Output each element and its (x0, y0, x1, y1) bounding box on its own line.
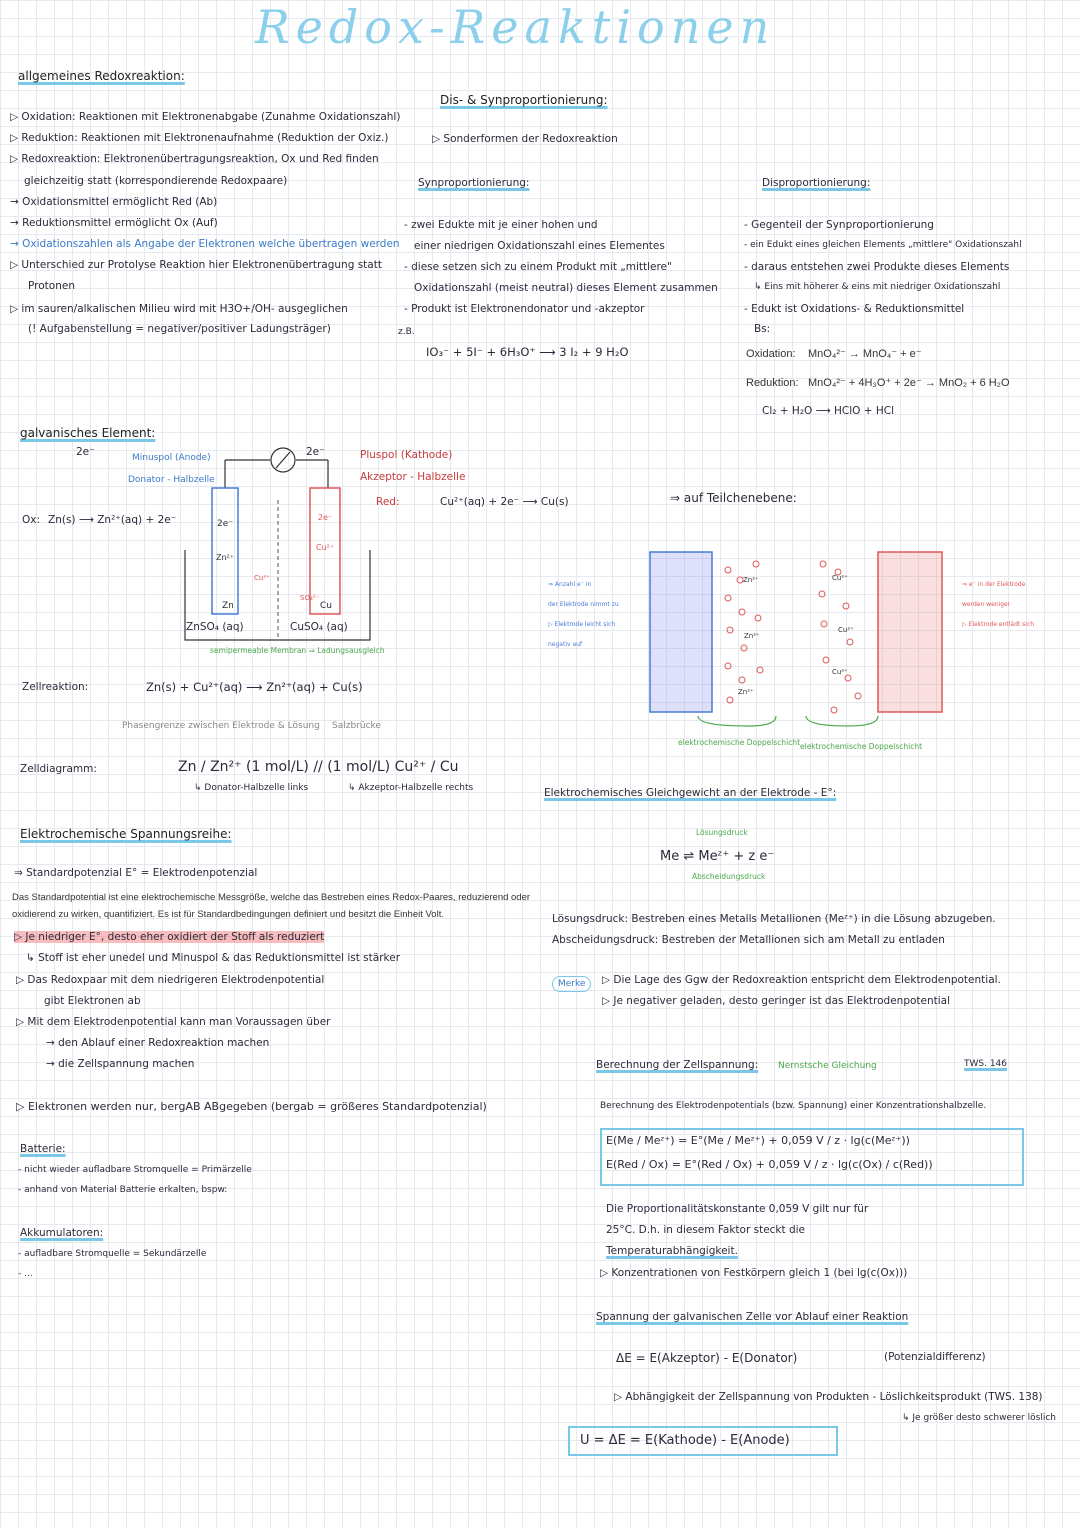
allgemein-line: → Reduktionsmittel ermöglicht Ox (Auf) (10, 217, 218, 229)
copper-plate (878, 552, 942, 712)
syn-line: - Produkt ist Elektronendonator und -akzeptor (404, 303, 645, 315)
batterie-line: - nicht wieder aufladbare Stromquelle = Primärzelle (18, 1165, 252, 1175)
dis-line: - Gegenteil der Synproportionierung (744, 219, 934, 231)
dis-syn-heading: Dis- & Synproportionierung: (440, 93, 608, 107)
dis-syn-sub: ▷ Sonderformen der Redoxreaktion (432, 133, 618, 145)
merke-line: ▷ Je negativer geladen, desto geringer ist das Elektrodenpotential (602, 995, 951, 1007)
proportional-line: Temperaturabhängigkeit. (606, 1245, 738, 1257)
allgemein-line: → Oxidationszahlen als Angabe der Elektronen welche übertragen werden (10, 238, 400, 250)
syn-line: Oxidationszahl (meist neutral) dieses Element zusammen (414, 282, 718, 294)
printed-definition-2: oxidierend zu wirken, quantifiziert. Es ist für Standardbedingungen definiert und besitzt die Einheit Volt. (12, 909, 444, 920)
akzeptor-rechts-label: ↳ Akzeptor-Halbzelle rechts (348, 783, 474, 793)
syn-example: IO₃⁻ + 5I⁻ + 6H₃O⁺ ⟶ 3 I₂ + 9 H₂O (426, 345, 629, 359)
standardpotenzial-line: ⇒ Standardpotenzial E° = Elektrodenpotenzial (14, 867, 258, 879)
svg-text:⇒ e⁻ in der Elektrode: ⇒ e⁻ in der Elektrode (962, 581, 1026, 588)
akku-heading: Akkumulatoren: (20, 1227, 104, 1239)
allgemein-line: ▷ im sauren/alkalischen Milieu wird mit H3O+/OH- ausgeglichen (10, 303, 348, 315)
doppelschicht-right: elektrochemische Doppelschicht (800, 742, 923, 751)
dis-line: Bs: (754, 323, 771, 335)
dis-heading: Disproportionierung: (762, 177, 871, 189)
merke-line: ▷ Die Lage des Ggw der Redoxreaktion entspricht dem Elektrodenpotential. (602, 974, 1001, 986)
spannungsreihe-line: ↳ Stoff ist eher unedel und Minuspol & das Reduktionsmittel ist stärker (26, 952, 401, 964)
zb-label: z.B. (398, 327, 415, 337)
reduktion-eq: MnO₄²⁻ + 4H₃O⁺ + 2e⁻ → MnO₂ + 6 H₂O (808, 377, 1010, 389)
svg-text:⇒ Anzahl e⁻ in: ⇒ Anzahl e⁻ in (548, 581, 592, 588)
spannungsreihe-line: ▷ Das Redoxpaar mit dem niedrigeren Elektrodenpotential (16, 974, 325, 986)
red-equation: Cu²⁺(aq) + 2e⁻ ⟶ Cu(s) (440, 496, 569, 508)
teilchenebene-label: ⇒ auf Teilchenebene: (670, 491, 797, 505)
svg-text:Zn²⁺: Zn²⁺ (744, 632, 760, 640)
minuspol-label: Minuspol (Anode) (132, 453, 211, 463)
zelldiagramm-equation: Zn / Zn²⁺ (1 mol/L) // (1 mol/L) Cu²⁺ / Cu (178, 759, 459, 775)
dis-line: ↳ Eins mit höherer & eins mit niedriger Oxidationszahl (754, 282, 1001, 292)
zellreaktion-label: Zellreaktion: (22, 681, 89, 693)
allgemein-heading: allgemeines Redoxreaktion: (18, 69, 185, 83)
cuso4-label: CuSO₄ (aq) (290, 621, 348, 633)
syn-line: - zwei Edukte mit je einer hohen und (404, 219, 598, 231)
nernst-equation-2: E(Red / Ox) = E°(Red / Ox) + 0,059 V / z · lg(c(Ox) / c(Red)) (606, 1158, 933, 1171)
dis-line: - Edukt ist Oxidations- & Reduktionsmittel (744, 303, 965, 315)
zellreaktion-equation: Zn(s) + Cu²⁺(aq) ⟶ Zn²⁺(aq) + Cu(s) (146, 680, 363, 694)
cu-electrode-label: Cu (320, 601, 332, 611)
svg-text:Zn²⁺: Zn²⁺ (743, 576, 759, 584)
oxidation-label: Oxidation: (746, 348, 796, 360)
svg-text:der Elektrode nimmt zu: der Elektrode nimmt zu (548, 601, 619, 608)
proportional-line: ▷ Konzentrationen von Festkörpern gleich 1 (bei lg(c(Ox))) (600, 1267, 908, 1279)
galvanic-cell-diagram (180, 440, 380, 650)
svg-text:Cu²⁺: Cu²⁺ (838, 626, 854, 634)
svg-text:▷ Elektrode entlädt sich: ▷ Elektrode entlädt sich (962, 621, 1035, 628)
syn-line: einer niedrigen Oxidationszahl eines Elementes (414, 240, 665, 252)
electron-flow-right: 2e⁻ (306, 446, 325, 458)
loesungsdruck-label: Lösungsdruck (696, 828, 748, 837)
dis-line: - ein Edukt eines gleichen Elements „mittlere" Oxidationszahl (744, 240, 1022, 250)
u-equation: U = ΔE = E(Kathode) - E(Anode) (580, 1433, 790, 1448)
nernst-label: Nernstsche Gleichung (778, 1061, 877, 1071)
spannungsreihe-line: → den Ablauf einer Redoxreaktion machen (46, 1037, 270, 1049)
batterie-line: - anhand von Material Batterie erkalten, bspw: (18, 1185, 228, 1195)
znso4-label: ZnSO₄ (aq) (186, 621, 244, 633)
svg-text:▷ Elektrode leicht sich: ▷ Elektrode leicht sich (548, 621, 616, 628)
proportional-line: Die Proportionalitätskonstante 0,059 V gilt nur für (606, 1203, 869, 1215)
membran-label: semipermeable Membran ⇒ Ladungsausgleich (210, 646, 385, 655)
svg-text:Zn²⁺: Zn²⁺ (738, 688, 754, 696)
spannungsreihe-line: → die Zellspannung machen (46, 1058, 195, 1070)
svg-text:Zn²⁺: Zn²⁺ (216, 553, 234, 562)
zinc-plate (650, 552, 712, 712)
akzeptor-label: Akzeptor - Halbzelle (360, 471, 466, 483)
gleichgewicht-heading: Elektrochemisches Gleichgewicht an der Elektrode - E°: (544, 787, 837, 799)
merke-badge: Merke (552, 976, 591, 992)
donator-links-label: ↳ Donator-Halbzelle links (194, 783, 309, 793)
gleichgewicht-line: Abscheidungsdruck: Bestreben der Metallionen sich am Metall zu entladen (552, 934, 945, 946)
spannungsreihe-line: gibt Elektronen ab (44, 995, 141, 1007)
allgemein-line: ▷ Redoxreaktion: Elektronenübertragungsreaktion, Ox und Red finden (10, 153, 379, 165)
page-title: Redox-Reaktionen (255, 0, 776, 54)
nernst-equation-1: E(Me / Meᶻ⁺) = E°(Me / Meᶻ⁺) + 0,059 V / z · lg(c(Meᶻ⁺)) (606, 1134, 910, 1147)
dis-line: - daraus entstehen zwei Produkte dieses Elements (744, 261, 1010, 273)
syn-heading: Synproportionierung: (418, 177, 530, 189)
ox-equation: Zn(s) ⟶ Zn²⁺(aq) + 2e⁻ (48, 514, 177, 526)
spannung-line: Spannung der galvanischen Zelle vor Ablauf einer Reaktion (596, 1311, 909, 1323)
doppelschicht-left: elektrochemische Doppelschicht (678, 738, 801, 747)
delta-e-equation: ΔE = E(Akzeptor) - E(Donator) (616, 1351, 798, 1365)
allgemein-line: ▷ Unterschied zur Protolyse Reaktion hier Elektronenübertragung statt (10, 259, 382, 271)
tws-reference: TWS. 146 (964, 1059, 1008, 1069)
oxidation-eq: MnO₄²⁻ → MnO₄⁻ + e⁻ (808, 348, 922, 360)
allgemein-line: Protonen (28, 280, 75, 292)
zellspannung-heading: Berechnung der Zellspannung: (596, 1059, 759, 1071)
svg-text:Cu²⁺: Cu²⁺ (254, 574, 270, 582)
allgemein-line: (! Aufgabenstellung = negativer/positiver Ladungsträger) (28, 323, 331, 335)
svg-text:werden weniger: werden weniger (962, 601, 1011, 608)
abscheidungsdruck-label: Abscheidungsdruck (692, 872, 766, 881)
syn-line: - diese setzen sich zu einem Produkt mit „mittlere" (404, 261, 672, 273)
svg-text:2e⁻: 2e⁻ (317, 513, 333, 522)
batterie-heading: Batterie: (20, 1143, 66, 1155)
gleichgewicht-line: Lösungsdruck: Bestreben eines Metalls Metallionen (Meᶻ⁺) in die Lösung abzugeben. (552, 913, 996, 925)
pluspol-label: Pluspol (Kathode) (360, 449, 453, 461)
akku-line: - aufladbare Stromquelle = Sekundärzelle (18, 1249, 207, 1259)
zelldiagramm-label: Zelldiagramm: (20, 763, 97, 775)
svg-text:negativ auf: negativ auf (548, 641, 583, 648)
ox-label: Ox: (22, 514, 41, 526)
potenzialdifferenz-label: (Potenzialdifferenz) (884, 1351, 986, 1363)
spannungsreihe-line: ▷ Mit dem Elektrodenpotential kann man Voraussagen über (16, 1016, 331, 1028)
nernst-description: Berechnung des Elektrodenpotentials (bzw. Spannung) einer Konzentrationshalbzelle. (600, 1101, 987, 1111)
svg-text:Cu²⁺: Cu²⁺ (832, 668, 848, 676)
akku-line: - ... (18, 1269, 33, 1279)
elektronen-line: ▷ Elektronen werden nur, bergAB ABgegeben (bergab = größeres Standardpotenzial) (16, 1100, 487, 1113)
zinc-electrode (212, 488, 238, 614)
cl-example: Cl₂ + H₂O ⟶ HClO + HCl (762, 405, 895, 417)
allgemein-line: → Oxidationsmittel ermöglicht Red (Ab) (10, 196, 218, 208)
svg-text:SO₄²⁻: SO₄²⁻ (300, 594, 320, 602)
allgemein-line: ▷ Reduktion: Reaktionen mit Elektronenaufnahme (Reduktion der Oxiz.) (10, 132, 389, 144)
phasengrenze-label: Phasengrenze zwischen Elektrode & Lösung (122, 721, 320, 731)
svg-text:2e⁻: 2e⁻ (216, 519, 234, 529)
printed-definition-1: Das Standardpotential ist eine elektrochemische Messgröße, welche das Bestreben eines Redox-Paares, reduzierend oder (12, 892, 531, 903)
svg-text:Cu²⁺: Cu²⁺ (315, 543, 335, 552)
donator-label: Donator - Halbzelle (128, 475, 215, 485)
allgemein-line: ▷ Oxidation: Reaktionen mit Elektronenabgabe (Zunahme Oxidationszahl) (10, 111, 401, 123)
reduktion-label: Reduktion: (746, 377, 799, 389)
particle-level-diagram (548, 520, 1068, 750)
svg-text:Cu²⁺: Cu²⁺ (832, 574, 848, 582)
allgemein-line: gleichzeitig statt (korrespondierende Redoxpaare) (24, 175, 288, 187)
spannungsreihe-heading: Elektrochemische Spannungsreihe: (20, 827, 232, 841)
salzbruecke-label: Salzbrücke (332, 721, 381, 731)
gleichgewicht-equation: Me ⇌ Meᶻ⁺ + z e⁻ (660, 849, 775, 864)
electron-flow-left: 2e⁻ (76, 446, 95, 458)
proportional-line: 25°C. D.h. in diesem Faktor steckt die (606, 1224, 806, 1236)
galvanisch-heading: galvanisches Element: (20, 426, 156, 440)
spannungsreihe-line: ▷ Je niedriger E°, desto eher oxidiert der Stoff als reduziert (14, 931, 325, 943)
zn-electrode-label: Zn (222, 601, 234, 611)
red-label: Red: (376, 496, 400, 508)
abhaengigkeit-sub: ↳ Je größer desto schwerer löslich (902, 1413, 1056, 1423)
abhaengigkeit-line: ▷ Abhängigkeit der Zellspannung von Produkten - Löslichkeitsprodukt (TWS. 138) (614, 1391, 1043, 1403)
